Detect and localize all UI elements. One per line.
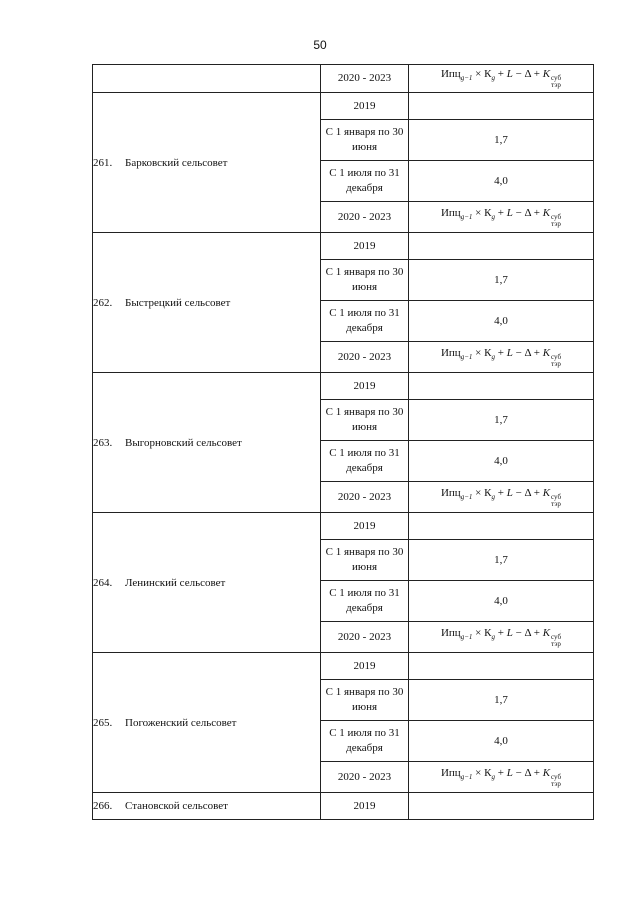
municipality-name: Ленинский сельсовет — [125, 576, 226, 589]
tariff-formula: $Ипц_{g-1} \times К_g + L - \Delta + К$ суб тэр — [440, 626, 562, 648]
value-cell — [409, 793, 594, 820]
period-cell: 2020 - 2023 — [321, 762, 409, 793]
tariff-formula: $Ипц_{g-1} \times К_g + L - \Delta + К$ суб тэр — [440, 346, 562, 368]
municipality-name: Погоженский сельсовет — [125, 716, 237, 729]
period-cell: С 1 января по 30 июня — [321, 120, 409, 161]
period-cell: 2020 - 2023 — [321, 622, 409, 653]
municipality-cell — [93, 93, 321, 233]
period-cell: 2020 - 2023 — [321, 65, 409, 93]
municipality-cell — [93, 653, 321, 793]
value-cell: 1,7 — [409, 400, 594, 441]
value-cell: 1,7 — [409, 680, 594, 721]
period-cell: С 1 января по 30 июня — [321, 400, 409, 441]
period-cell: 2020 - 2023 — [321, 482, 409, 513]
municipality-name: Выгорновский сельсовет — [125, 436, 242, 449]
table-row — [93, 793, 594, 820]
row-number: 265. — [93, 716, 113, 729]
municipality-name: Становской сельсовет — [125, 800, 228, 812]
period-cell: С 1 июля по 31 декабря — [321, 161, 409, 202]
formula-cell — [409, 482, 594, 513]
table-row — [93, 513, 594, 540]
year-cell: 2019 — [321, 93, 409, 120]
value-cell: 4,0 — [409, 161, 594, 202]
value-cell — [409, 233, 594, 260]
period-cell: С 1 июля по 31 декабря — [321, 581, 409, 622]
year-cell: 2019 — [321, 233, 409, 260]
formula-cell — [409, 202, 594, 233]
value-cell: 1,7 — [409, 260, 594, 301]
formula-cell — [409, 65, 594, 93]
table-row — [93, 65, 594, 93]
municipality-cell — [93, 233, 321, 373]
table-row — [93, 233, 594, 260]
row-number: 263. — [93, 436, 113, 449]
municipality-cell — [93, 373, 321, 513]
table-row — [93, 653, 594, 680]
page-number: 50 — [313, 38, 327, 52]
row-number: 266. — [93, 800, 113, 812]
value-cell: 1,7 — [409, 540, 594, 581]
tariff-formula: $Ипц_{g-1} \times К_g + L - \Delta + К$ суб тэр — [440, 206, 562, 228]
formula-cell — [409, 762, 594, 793]
period-cell: С 1 января по 30 июня — [321, 540, 409, 581]
period-cell: 2020 - 2023 — [321, 342, 409, 373]
value-cell: 1,7 — [409, 120, 594, 161]
period-cell: С 1 июля по 31 декабря — [321, 301, 409, 342]
formula-cell — [409, 622, 594, 653]
name-cell — [93, 65, 321, 93]
table-row — [93, 93, 594, 120]
year-cell: 2019 — [321, 373, 409, 400]
municipality-cell — [93, 513, 321, 653]
municipality-name: Барковский сельсовет — [125, 156, 228, 169]
value-cell — [409, 513, 594, 540]
value-cell: 4,0 — [409, 441, 594, 482]
period-cell: С 1 июля по 31 декабря — [321, 441, 409, 482]
value-cell: 4,0 — [409, 581, 594, 622]
tariff-table — [92, 64, 594, 820]
tariff-formula: $Ипц_{g-1} \times К_g + L - \Delta + К$ суб тэр — [440, 766, 562, 788]
table-row — [93, 373, 594, 400]
period-cell: С 1 января по 30 июня — [321, 680, 409, 721]
tariff-formula: $Ипц_{g-1} \times К_g + L - \Delta + К$ суб тэр — [440, 486, 562, 508]
period-cell: С 1 июля по 31 декабря — [321, 721, 409, 762]
period-cell: 2020 - 2023 — [321, 202, 409, 233]
value-cell: 4,0 — [409, 301, 594, 342]
value-cell — [409, 653, 594, 680]
row-number: 262. — [93, 296, 113, 309]
tariff-formula: $Ипц_{g-1} \times К_g + L - \Delta + К$ суб тэр — [440, 68, 562, 89]
value-cell — [409, 93, 594, 120]
formula-cell — [409, 342, 594, 373]
year-cell: 2019 — [321, 653, 409, 680]
value-cell: 4,0 — [409, 721, 594, 762]
municipality-name: Быстрецкий сельсовет — [125, 296, 231, 309]
row-number: 261. — [93, 156, 113, 169]
period-cell: С 1 января по 30 июня — [321, 260, 409, 301]
municipality-cell — [93, 793, 321, 820]
year-cell: 2019 — [321, 793, 409, 820]
year-cell: 2019 — [321, 513, 409, 540]
value-cell — [409, 373, 594, 400]
row-number: 264. — [93, 576, 113, 589]
